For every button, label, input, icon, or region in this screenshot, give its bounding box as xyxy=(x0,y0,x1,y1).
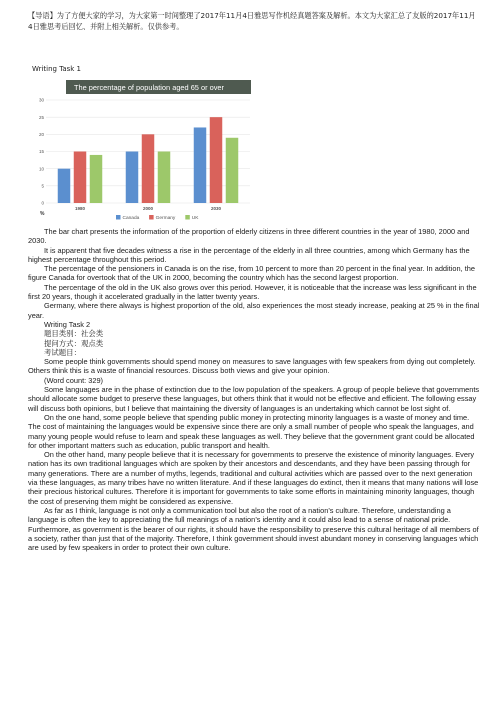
y-axis-ticks xyxy=(39,98,45,206)
x-tick-label: 2000 xyxy=(142,206,154,211)
bar-canada-2000 xyxy=(126,152,139,204)
y-tick-label: 0 xyxy=(41,200,44,206)
x-tick-label: 1980 xyxy=(74,206,86,211)
task2-word-count: (Word count: 329) xyxy=(44,375,104,385)
task2-question: Some people think governments should spend money on measures to save languages with few speakers from dying out completely. Others think this is a waste of financial resources. Discuss both views and give your opinion. xyxy=(28,357,476,376)
task1-paragraph-2: It is apparent that five decades witness a rise in the percentage of the elderly in all three countries, among which Germany has the highest percentage throughout this period. xyxy=(28,245,470,264)
task2-question-type: 提问方式：观点类 xyxy=(44,338,104,348)
bar-germany-2000 xyxy=(142,134,155,203)
task2-paragraph-3: On the other hand, many people believe that it is necessary for governments to preserve the existence of minority languages. Every nation has its own traditional languages which are spoken by their ancestors and descendants, and they have been passing through for many generations. There are a number of myths, legends, traditional and cultural activities which are passed over to the next generation via these languages, as many tribes have no written literature. And if these languages do extinct, then it means that many nations will lose their precious historical cultures. Therefore it is important for governments to take some efforts in maintaining minority languages, though the cost of preserving them might be considered as expensive. xyxy=(28,450,479,506)
chart-bars xyxy=(58,117,239,203)
task2-category: 题目类别：社会类 xyxy=(44,329,104,339)
chart xyxy=(34,78,254,229)
article-body xyxy=(28,227,480,552)
bar-chart-svg xyxy=(34,78,254,225)
y-axis-label: % xyxy=(40,211,45,217)
task2-question-label: 考试题目： xyxy=(44,347,81,357)
x-tick-label: 2030 xyxy=(210,206,222,211)
legend-swatch xyxy=(149,215,154,220)
bar-uk-1980 xyxy=(90,155,103,203)
x-axis-ticks xyxy=(75,206,222,211)
bar-canada-2030 xyxy=(194,127,207,203)
task1-paragraph-1: The bar chart presents the information of the proportion of elderly citizens in three different countries in the year of 1980, 2000 and 2030. xyxy=(28,227,470,246)
bar-germany-1980 xyxy=(74,152,87,204)
legend-label: Germany xyxy=(155,216,176,221)
task2-paragraph-2: On the one hand, some people believe that spending public money in protecting minority languages is a waste of money and time. The cost of maintaining the languages would be expensive since there are only a small number of people who speak the languages, and many young people would refuse to learn and speak these languages as well. They believe that the government grant could be allocated for other important matters such as education, public transport and health. xyxy=(28,412,475,450)
y-tick-label: 15 xyxy=(38,149,44,155)
intro-text: 【导语】为了方便大家的学习，为大家第一时间整理了2017年11月4日雅思写作机经真题答案及解析。本文为大家汇总了友版的2017年11月4日雅思考后回忆、并附上相关解析。仅供参考。 xyxy=(28,11,476,31)
bar-canada-1980 xyxy=(58,169,71,203)
task1-paragraph-3: The percentage of the pensioners in Canada is on the rise, from 10 percent to more than 20 percent in the final year. In addition, the figure Canada for overtook that of the UK in 2000, becoming the country which has the second largest proportion. xyxy=(28,264,475,283)
chart-legend xyxy=(116,215,199,221)
task2-paragraph-1: Some languages are in the phase of extinction due to the low population of the speakers. A group of people believe that governments should allocate some budget to preserve these languages, but others think that it would not be effective and efficient. The following essay will discuss both opinions, but I believe that maintaining the diversity of languages is an undertaking which cannot be lost sight of. xyxy=(28,385,480,413)
task2-paragraph-4: As far as I think, language is not only a communication tool but also the root of a nation’s culture. Therefore, understanding a language is often the key to appreciating the full meanings of a nation’s identity and it could also lead to a sense of national pride. Furthermore, as government is the bearer of our rights, it should have the responsibility to preserve this cultural heritage of all members of a society, rather than just that of the majority. Therefore, I think government should invest abundant money in conserving languages which are used by few speakers in order to protect their own culture. xyxy=(28,505,479,553)
legend-label: Canada xyxy=(122,216,140,221)
task2-label: Writing Task 2 xyxy=(44,319,91,329)
y-tick-label: 5 xyxy=(41,183,44,189)
bar-germany-2030 xyxy=(210,117,223,203)
legend-swatch xyxy=(116,215,121,220)
y-tick-label: 20 xyxy=(38,131,44,137)
bar-uk-2030 xyxy=(226,138,239,203)
legend-swatch xyxy=(185,215,190,220)
y-tick-label: 10 xyxy=(38,166,44,172)
legend-label: UK xyxy=(191,216,199,221)
task1-paragraph-4: The percentage of the old in the UK also grows over this period. However, it is noticeable that the increase was less significant in the first 20 years, though it accelerated gradually in the latter twenty years. xyxy=(28,282,477,302)
bar-uk-2000 xyxy=(158,152,171,204)
y-tick-label: 30 xyxy=(38,97,44,103)
task1-paragraph-5: Germany, where there always is highest proportion of the old, also experiences the most steady increase, peaking at 25 % in the final year. xyxy=(28,301,480,320)
y-tick-label: 25 xyxy=(38,114,44,120)
chart-title: The percentage of population aged 65 or over xyxy=(74,83,224,92)
task1-label: Writing Task 1 xyxy=(32,65,82,73)
